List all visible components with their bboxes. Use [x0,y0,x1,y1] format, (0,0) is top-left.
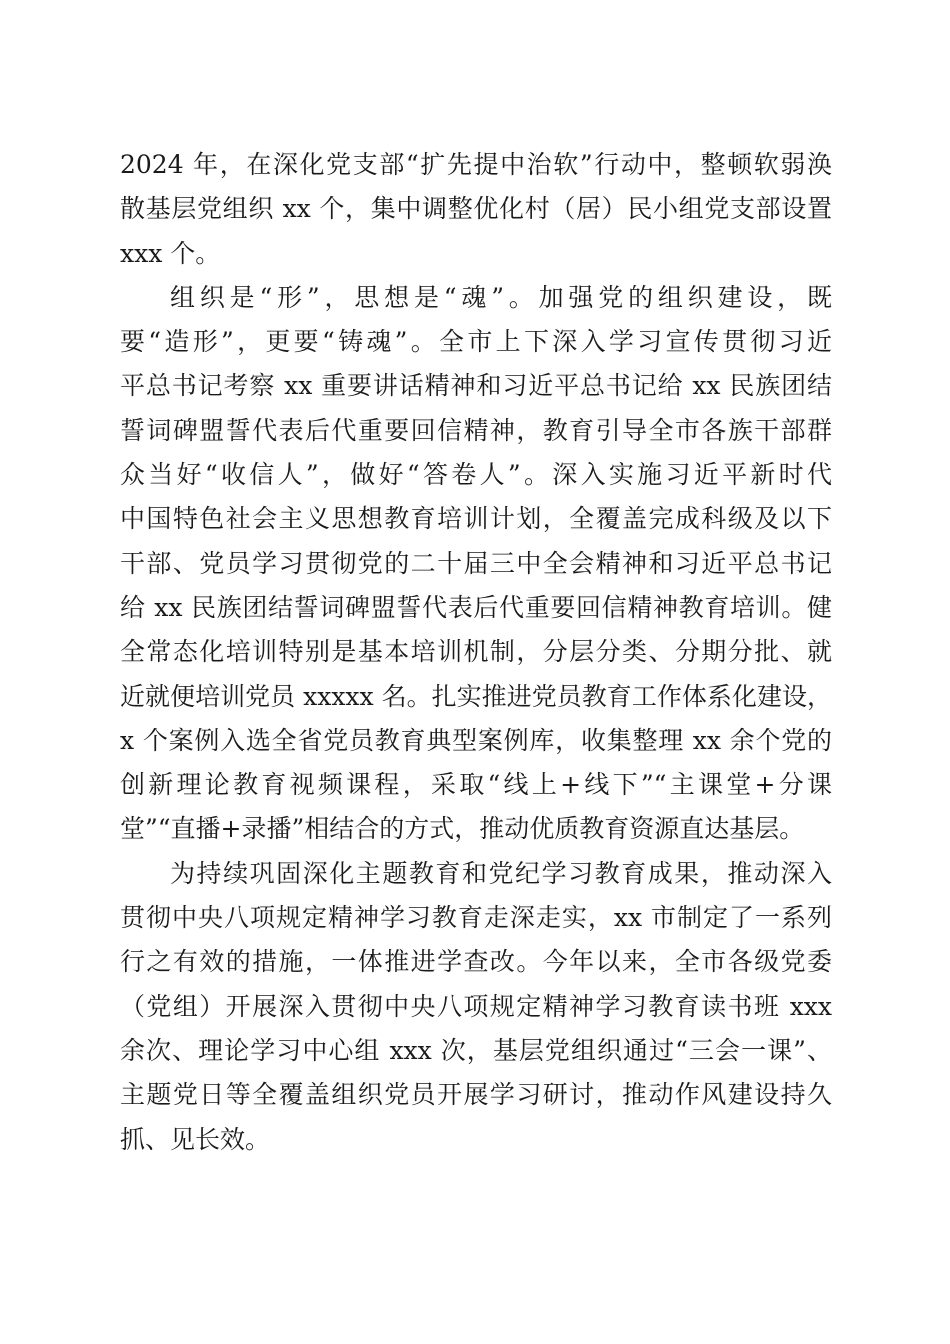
text-line: 中国特色社会主义思想教育培训计划，全覆盖完成科级及以下 [120,504,832,534]
text-line: 干部、党员学习贯彻党的二十届三中全会精神和习近平总书记 [120,548,832,578]
text-line: 为持续巩固深化主题教育和党纪学习教育成果，推动深入 [170,858,832,888]
text-line: 行之有效的措施，一体推进学查改。今年以来，全市各级党委 [120,947,832,977]
text-line: 散基层党组织 xx 个，集中调整优化村（居）民小组党支部设置 [120,194,832,224]
text-line: x 个案例入选全省党员教育典型案例库，收集整理 xx 余个党的 [120,725,832,755]
text-line: 誓词碑盟誓代表后代重要回信精神，教育引导全市各族干部群 [120,415,832,445]
document-body [120,143,832,1162]
text-line: xxx 个。 [120,238,221,268]
text-line: 要“造形”，更要“铸魂”。全市上下深入学习宣传贯彻习近 [120,327,832,357]
text-line: （党组）开展深入贯彻中央八项规定精神学习教育读书班 xxx [120,991,832,1021]
text-line: 组织是“形”，思想是“魂”。加强党的组织建设，既 [170,282,832,312]
text-line: 全常态化培训特别是基本培训机制，分层分类、分期分批、就 [120,637,832,667]
text-line: 主题党日等全覆盖组织党员开展学习研讨，推动作风建设持久 [120,1080,832,1110]
text-line: 贯彻中央八项规定精神学习教育走深走实，xx 市制定了一系列 [120,903,832,933]
text-line: 众当好“收信人”，做好“答卷人”。深入实施习近平新时代 [120,460,832,490]
text-line: 2024 年，在深化党支部“扩先提中治软”行动中，整顿软弱涣 [120,150,832,179]
text-line: 余次、理论学习中心组 xxx 次，基层党组织通过“三会一课”、 [120,1035,832,1065]
paragraph-3 [120,852,832,1162]
text-line: 平总书记考察 xx 重要讲话精神和习近平总书记给 xx 民族团结 [120,371,832,401]
text-line: 堂”“直播+录播”相结合的方式，推动优质教育资源直达基层。 [120,814,805,844]
paragraph-2 [120,276,832,852]
paragraph-1 [120,143,832,276]
text-line: 创新理论教育视频课程，采取“线上+线下”“主课堂+分课 [120,770,832,800]
text-line: 给 xx 民族团结誓词碑盟誓代表后代重要回信精神教育培训。健 [120,592,832,622]
text-line: 抓、见长效。 [120,1124,271,1154]
text-line: 近就便培训党员 xxxxx 名。扎实推进党员教育工作体系化建设， [120,681,832,711]
